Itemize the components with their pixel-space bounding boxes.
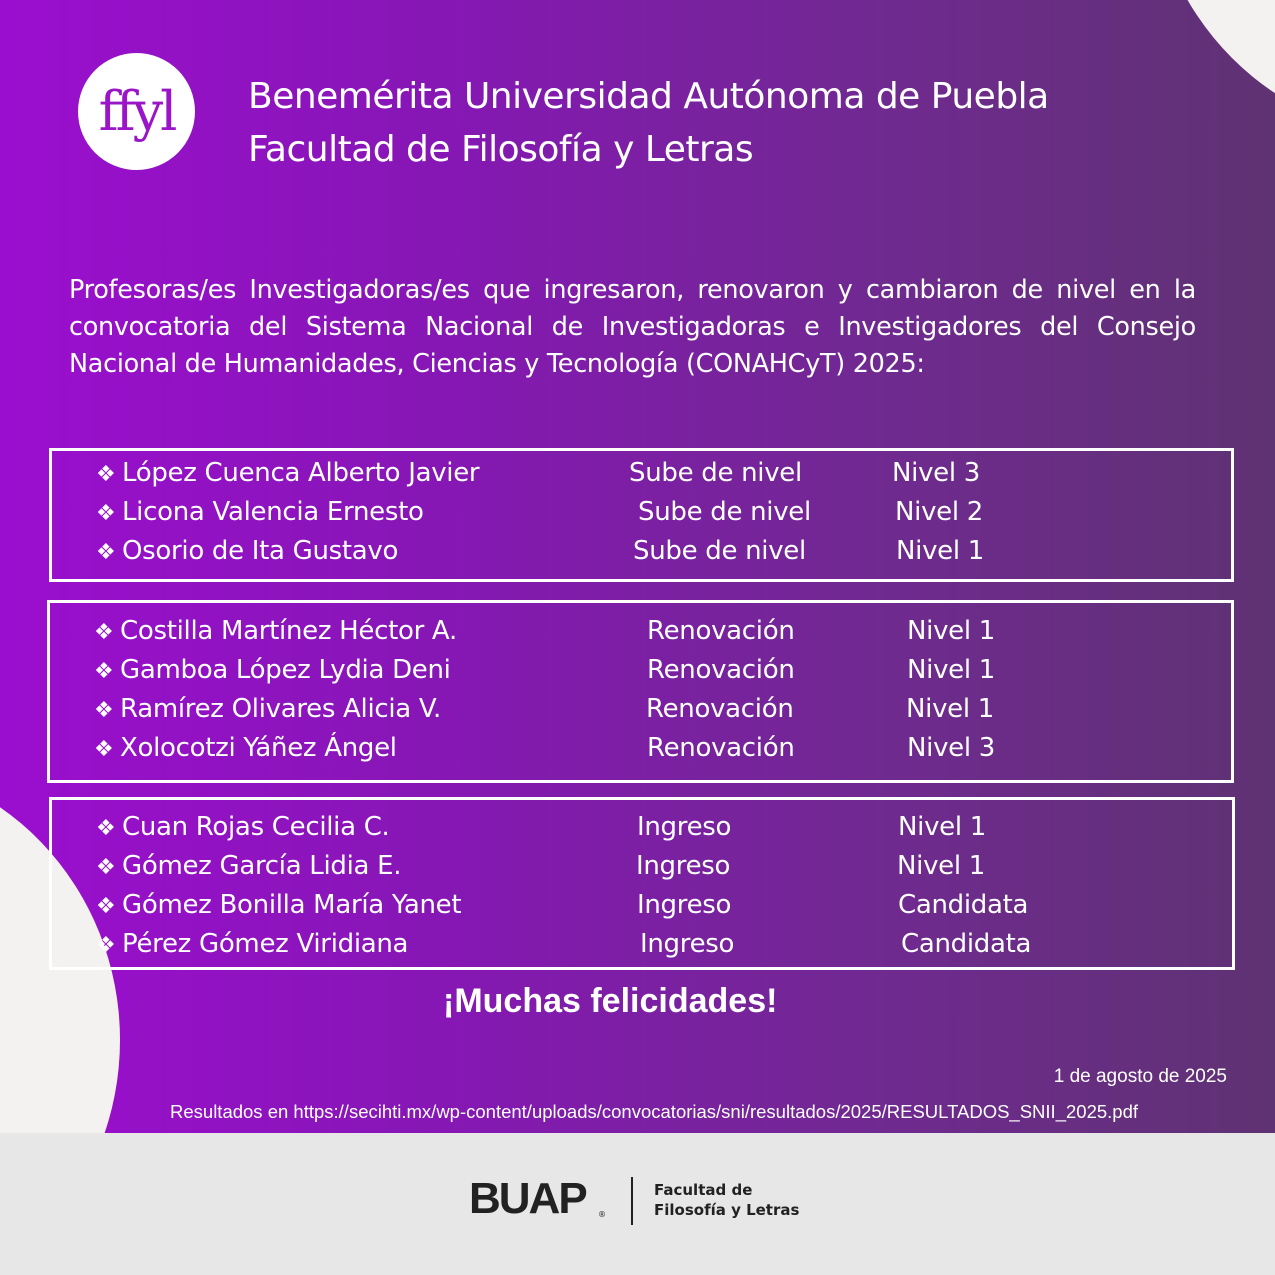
diamond-bullet-icon: ❖ — [94, 620, 114, 645]
diamond-bullet-icon: ❖ — [96, 894, 116, 919]
diamond-bullet-icon: ❖ — [96, 501, 116, 526]
diamond-bullet-icon: ❖ — [94, 698, 114, 723]
status: Ingreso — [637, 812, 732, 842]
researcher-name: ❖ Pérez Gómez Viridiana — [96, 929, 409, 959]
level: Candidata — [898, 890, 1029, 920]
researcher-name: ❖ Ramírez Olivares Alicia V. — [94, 694, 442, 724]
status: Sube de nivel — [629, 458, 802, 488]
level: Nivel 1 — [897, 851, 985, 881]
group-sube-de-nivel — [49, 448, 1234, 582]
level: Candidata — [901, 929, 1032, 959]
diamond-bullet-icon: ❖ — [96, 540, 116, 565]
level: Nivel 3 — [907, 733, 995, 763]
footer-faculty-line1: Facultad de — [654, 1181, 753, 1199]
status: Renovación — [647, 733, 795, 763]
status: Renovación — [647, 655, 795, 685]
level: Nivel 3 — [892, 458, 980, 488]
status: Renovación — [647, 616, 795, 646]
status: Ingreso — [636, 851, 731, 881]
status: Ingreso — [637, 890, 732, 920]
group-renovacion — [47, 600, 1234, 783]
logo-text: ffyl — [98, 80, 175, 143]
intro-paragraph: Profesoras/es Investigadoras/es que ingresaron, renovaron y cambiaron de nivel en la convocatoria del Sistema Nacional de Investigadoras e Investigadores del Consejo Nacional de Humanidades, Ciencias y Tecnología (CONAHCyT) 2025: — [69, 275, 1196, 379]
status: Ingreso — [640, 929, 735, 959]
researcher-name: ❖ Cuan Rojas Cecilia C. — [96, 812, 390, 842]
buap-logo: BUAP — [469, 1174, 586, 1223]
status: Sube de nivel — [638, 497, 811, 527]
results-link-text: Resultados en https://secihti.mx/wp-content/uploads/convocatorias/sni/resultados/2025/RESULTADOS_SNII_2025.pdf — [170, 1101, 1138, 1122]
group-ingreso — [49, 797, 1235, 970]
logo-divider — [631, 1177, 633, 1225]
researcher-name: ❖ Gómez García Lidia E. — [96, 851, 402, 881]
researcher-name: ❖ Costilla Martínez Héctor A. — [94, 616, 457, 646]
researcher-name: ❖ Xolocotzi Yáñez Ángel — [94, 733, 397, 763]
diamond-bullet-icon: ❖ — [96, 855, 116, 880]
university-name: Benemérita Universidad Autónoma de Puebla — [248, 76, 1049, 117]
level: Nivel 2 — [895, 497, 983, 527]
level: Nivel 1 — [906, 694, 994, 724]
level: Nivel 1 — [907, 655, 995, 685]
congratulations-heading: ¡Muchas felicidades! — [443, 982, 778, 1020]
footer-bar — [0, 1133, 1275, 1275]
diamond-bullet-icon: ❖ — [96, 933, 116, 958]
footer-faculty-line2: Filosofía y Letras — [654, 1201, 800, 1219]
registered-mark: ® — [598, 1210, 606, 1219]
researcher-name: ❖ Licona Valencia Ernesto — [96, 497, 424, 527]
level: Nivel 1 — [898, 812, 986, 842]
level: Nivel 1 — [896, 536, 984, 566]
status: Sube de nivel — [633, 536, 806, 566]
diamond-bullet-icon: ❖ — [96, 462, 116, 487]
faculty-name: Facultad de Filosofía y Letras — [248, 129, 754, 170]
status: Renovación — [646, 694, 794, 724]
ffyl-logo — [78, 53, 195, 170]
researcher-name: ❖ López Cuenca Alberto Javier — [96, 458, 480, 488]
researcher-name: ❖ Osorio de Ita Gustavo — [96, 536, 399, 566]
researcher-name: ❖ Gamboa López Lydia Deni — [94, 655, 451, 685]
diamond-bullet-icon: ❖ — [94, 737, 114, 762]
level: Nivel 1 — [907, 616, 995, 646]
researcher-name: ❖ Gómez Bonilla María Yanet — [96, 890, 462, 920]
institution-heading — [248, 70, 1049, 176]
footer-faculty-label — [654, 1180, 799, 1220]
diamond-bullet-icon: ❖ — [94, 659, 114, 684]
diamond-bullet-icon: ❖ — [96, 816, 116, 841]
publication-date: 1 de agosto de 2025 — [1053, 1066, 1227, 1087]
